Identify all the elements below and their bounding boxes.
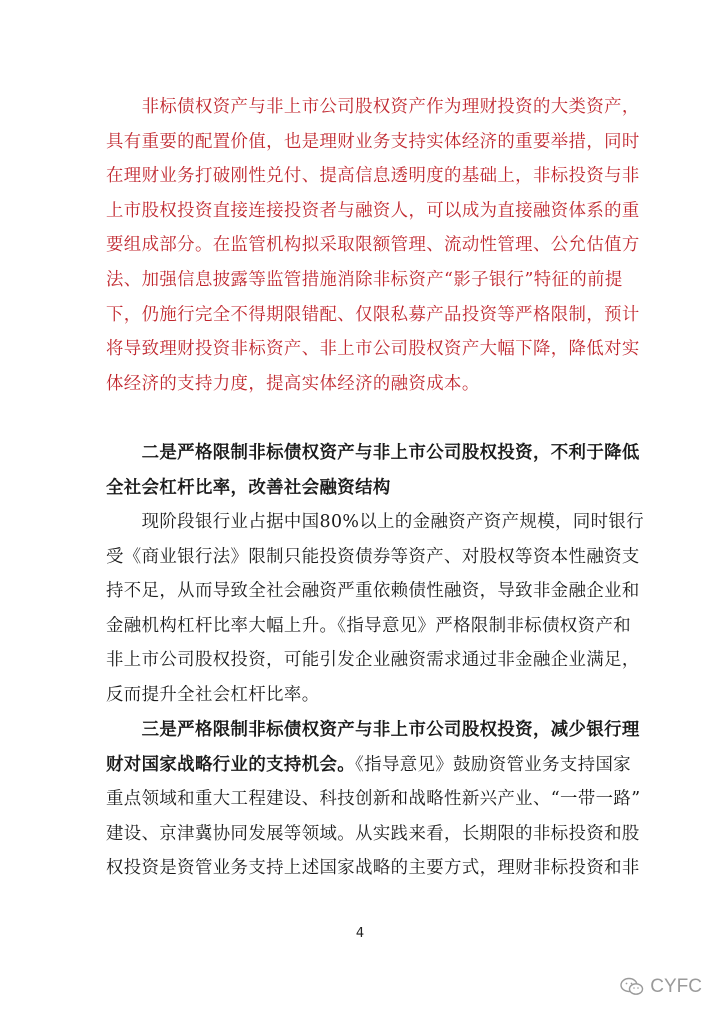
paragraph-three	[106, 713, 641, 886]
text-line: 反而提升全社会杠杆比率。	[106, 684, 320, 705]
text-line: 金融机构杠杆比率大幅上升。《指导意见》严格限制非标债权资产和	[106, 615, 632, 636]
text-line: 权投资是资管业务支持上述国家战略的主要方式，理财非标投资和非	[106, 858, 640, 879]
text-line: 持不足，从而导致全社会融资严重依赖债性融资，导致非金融企业和	[106, 581, 640, 602]
normal-run: 《指导意见》鼓励资管业务支持国家	[355, 754, 632, 775]
text-line: 三是严格限制非标债权资产与非上市公司股权投资，减少银行理	[106, 720, 640, 740]
text-line: 重点领域和重大工程建设、科技创新和战略性新兴产业、“一带一路”	[106, 789, 641, 810]
text-line: 建设、京津冀协同发展等领域。从实践来看，长期限的非标投资和股	[106, 823, 640, 844]
text-line: 法、加强信息披露等监管措施消除非标资产“影子银行”特征的前提	[106, 269, 623, 290]
page-number: 4	[355, 926, 365, 941]
text-line: 二是严格限制非标债权资产与非上市公司股权投资，不利于降低	[106, 443, 640, 463]
text-line: 具有重要的配置价值，也是理财业务支持实体经济的重要举措，同时	[106, 131, 640, 152]
text-line: 在理财业务打破刚性兑付、提高信息透明度的基础上，非标投资与非	[106, 166, 640, 187]
text-line: 体经济的支持力度，提高实体经济的融资成本。	[106, 373, 480, 394]
paragraph-heading-two	[106, 436, 640, 505]
paragraph-red	[106, 90, 640, 401]
text-line: 现阶段银行业占据中国80%以上的金融资产资产规模，同时银行	[106, 512, 644, 532]
watermark-text: CYFC	[650, 976, 702, 997]
text-line: 要组成部分。在监管机构拟采取限额管理、流动性管理、公允估值方	[106, 235, 640, 256]
text-line: 将导致理财投资非标资产、非上市公司股权资产大幅下降，降低对实	[106, 339, 640, 360]
text-line: 非标债权资产与非上市公司股权资产作为理财投资的大类资产，	[106, 97, 640, 117]
text-line: 非上市公司股权投资，可能引发企业融资需求通过非金融企业满足，	[106, 650, 640, 671]
wechat-icon	[620, 977, 644, 997]
text-line: 下，仍施行完全不得期限错配、仅限私募产品投资等严格限制，预计	[106, 304, 640, 325]
watermark	[620, 976, 702, 998]
text-line	[106, 748, 632, 783]
text-line: 受《商业银行法》限制只能投资债券等资产、对股权等资本性融资支	[106, 546, 640, 567]
text-line: 上市股权投资直接连接投资者与融资人，可以成为直接融资体系的重	[106, 200, 640, 221]
bold-run: 财对国家战略行业的支持机会。	[106, 754, 356, 775]
text-line: 全社会杠杆比率，改善社会融资结构	[106, 477, 391, 498]
paragraph-body	[106, 505, 644, 713]
